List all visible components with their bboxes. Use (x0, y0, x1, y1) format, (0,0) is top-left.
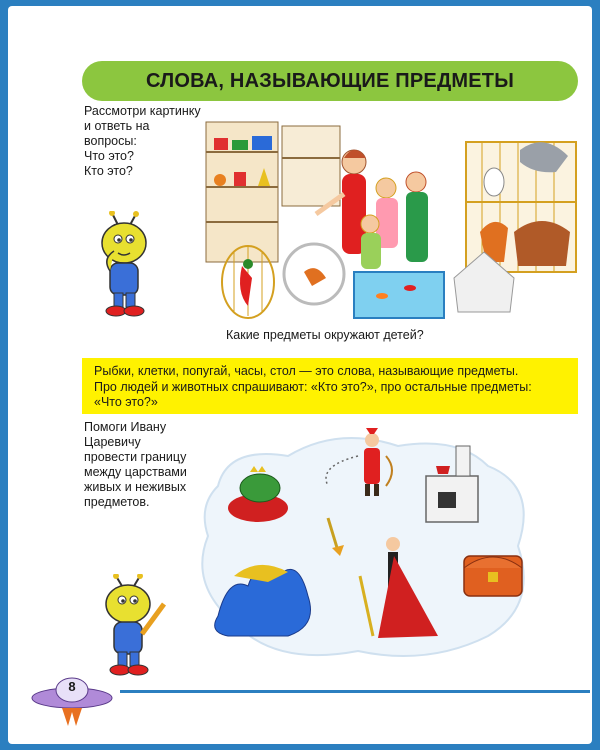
page-number: 8 (68, 679, 76, 694)
instruction-line: вопросы: (84, 134, 137, 148)
alien-mascot-writing-icon (90, 574, 170, 684)
task-line: провести границу (84, 450, 187, 464)
pet-shop-scene-illustration (204, 102, 578, 324)
instruction-line: Кто это? (84, 164, 133, 178)
scene-caption: Какие предметы окружают детей? (226, 328, 424, 342)
page (8, 6, 592, 744)
rule-box (82, 358, 578, 414)
rule-line: «Что это?» (94, 395, 158, 409)
rule-line: Про людей и животных спрашивают: «Кто это?», про остальные предметы: (94, 379, 532, 394)
footer-rule (120, 690, 590, 693)
task-line: живых и неживых (84, 480, 187, 494)
page-title: СЛОВА, НАЗЫВАЮЩИЕ ПРЕДМЕТЫ (145, 69, 514, 92)
kingdoms-exercise-illustration (188, 426, 548, 666)
instruction-line: и ответь на (84, 119, 150, 133)
title-banner (82, 61, 578, 101)
task-line: Помоги Ивану Царевичу (84, 420, 167, 449)
task-line: предметов. (84, 495, 150, 509)
instruction-line: Что это? (84, 149, 134, 163)
instruction-text (84, 104, 209, 179)
rule-line: Рыбки, клетки, попугай, часы, стол — это слова, называющие предметы. (94, 364, 519, 378)
instruction-line: Рассмотри картинку (84, 104, 201, 118)
alien-mascot-thinking-icon (88, 211, 158, 321)
task-line: между царствами (84, 465, 187, 479)
